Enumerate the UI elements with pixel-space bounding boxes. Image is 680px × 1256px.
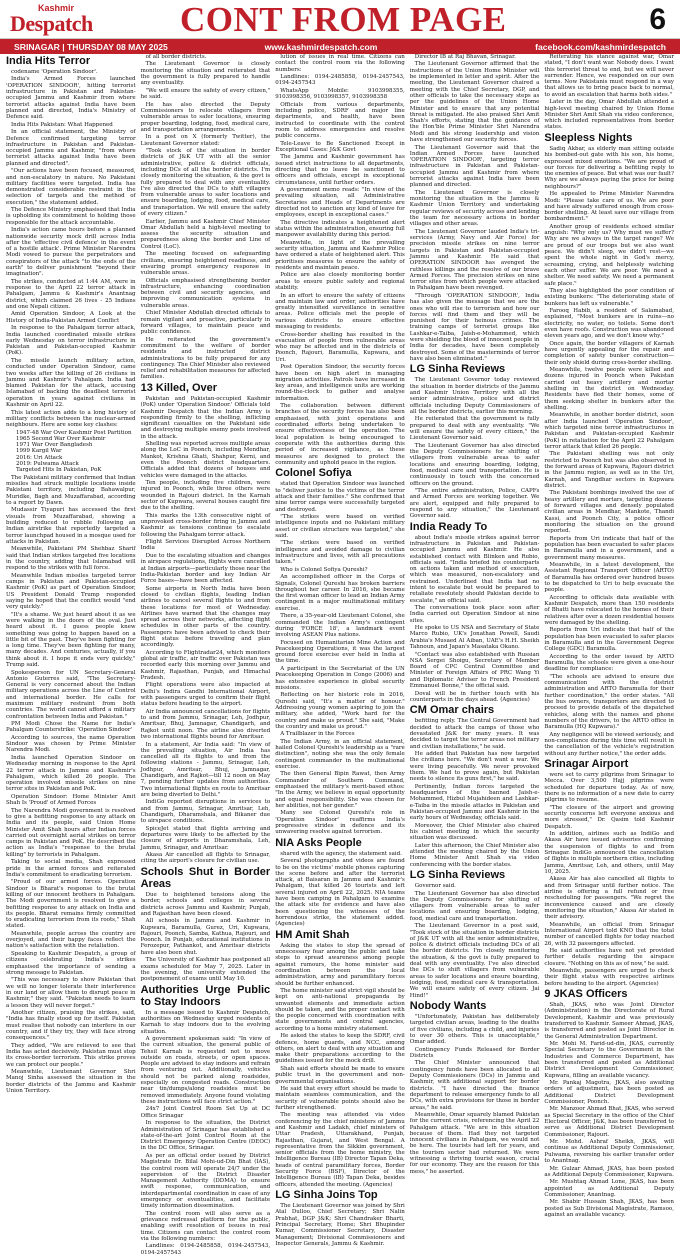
article-headline: India Hits Terror xyxy=(6,55,91,67)
article-paragraph: Spokesperson for UN Secretary-General Antonio Guterres said, "The Secretary-General is very concerned about the Indian military operations across the Line of Control and international border. He calls for maximum military restraint from both countries. The world cannot afford a military confrontation between India and Pakistan." xyxy=(6,669,136,720)
article-paragraph: India launched Operation Sindoor on Wednesday morning in response to the April 22 terror attack in Jammu and Kashmir's Pahalgam, which killed 26 people. The operation involved missile strikes on nine terror sites in Pakistan and PoK. xyxy=(6,754,136,793)
column-2 xyxy=(140,54,271,1256)
article-paragraph: Later this afternoon, the Chief Minister also attended the meeting chaired by the Union Home Minister Amit Shah via video conferencing with the border states. xyxy=(409,842,540,868)
article-paragraph: There, a 35-year-old Lieutenant Colonel, she commanded the Indian Army's contingent during 'FORCE 18', a landmark event involving ASEAN Plus nations. xyxy=(275,613,405,639)
article-headline: Nobody Wants xyxy=(409,999,487,1012)
article-headline: Colonel Sofiya xyxy=(275,467,352,480)
article-paragraph: He said that every effort should be made to maintain seamless communication, and the security of vulnerable points should also be further strengthened. xyxy=(275,1086,405,1111)
article-paragraph: He appealed to Prime Minister Narendra Modi: "Please take care of us. We are poor and have already suffered enough from cross-border shelling. At least save our village from bombardment." xyxy=(544,191,674,223)
article-paragraph: According to sources, the name Operation Sindoor was chosen by Prime Minister Narendra Modi. xyxy=(6,734,136,754)
article-headline: LG Sinha Reviews xyxy=(409,869,506,882)
article-headline: India Ready To xyxy=(409,520,488,533)
article-paragraph: Any negligence will be viewed seriously, and non-compliance during this time will result in the cancellation of the vehicle's registration without any further notice," the order adds. xyxy=(544,731,674,757)
article-paragraph: The control room will also serve as a grievance redressal platform for the public, enabling swift resolution of issues in real time. Citizens can contact the control room via the following numbers: xyxy=(140,1210,271,1242)
article-paragraph: In response to the Pahalgam terror attack, India launched coordinated missile strikes early Wednesday on terror infrastructure in Pakistan and Pakistan-occupied Kashmir (PoK). xyxy=(6,325,136,357)
article-paragraph: Flight operations were also impacted at Delhi's Indira Gandhi International Airport, with passengers urged to confirm their flight status before heading to the airport. xyxy=(140,682,271,708)
column-3 xyxy=(275,54,405,1247)
page-headline: CONT FROM PAGE xyxy=(180,0,507,39)
article-paragraph: The Pakistani shelling was not only restricted to Poonch but was also observed in the forward areas of Kupwara, Rajouri district in the Jammu region, as well as in the Uri, Karnah, and Tangdhar sectors in Kupwara district. xyxy=(544,451,674,489)
article-paragraph: Meanwhile, in a latest development, the Assistant Regional Transport Officer (ARTO) of Baramulla has ordered over hundred buses to be dispatched to Uri to help evacuate the people. xyxy=(544,562,674,594)
article-paragraph: Air India announced cancellations for flights to and from Jammu, Srinagar, Leh, Jodhpur, Amritsar, Bhuj, Jamnagar, Chandigarh, and Rajkot until noon. The airline also diverted two international flights bound for Amritsar. xyxy=(140,708,271,741)
article-paragraph: Mr. Shabir Hussain Shah, JKAS, has been posted as Sub Divisional Magistrate, Ramsoo, against an available vacancy. xyxy=(544,1199,674,1218)
article-paragraph: He spoke to US NSA and Secretary of State Marco Rubio, UK's Jonathan Powell, Saudi Arabia's Musaed Al Aiban, UAE's H.H. Sheikh Tahnoun, and Japan's Masataka Okano. xyxy=(409,625,540,651)
article-paragraph: Shelling was reported across multiple areas along the LoC in Poonch, including Mendhar, Mankot, Krishna Ghati, Shahpur, Kerni, and even the Poonch district headquarters. Officials added that dozens of houses and vehicles were damaged in the attacks. xyxy=(140,441,271,479)
article-paragraph: 24x7 Joint Control Room Set Up at DC Office Srinagar xyxy=(140,1106,271,1119)
article-paragraph: He reiterated that the government is fully prepared to deal with any eventuality. "We will ensure the safety of every citizen," the Lieutenant Governor said. xyxy=(409,416,540,442)
article-paragraph: The Lieutenant Governor is closely monitoring the situation in the Jammu & Kashmir Union Territory and undertaking regular reviews of security across and lending the team for necessary actions in border villages and other areas. xyxy=(409,189,540,228)
article-headline: Authorities Urge Public to Stay Indoors xyxy=(140,983,271,1008)
article-paragraph: "Unfortunately, Pakistan has deliberately targeted civilian areas, leading to the deaths of five civilians, including a child, and injuries to over 30 others. This is unacceptable," Omar added. xyxy=(409,1013,540,1046)
article-paragraph: According to the order issued by ARTO Baramulla, the schools were given a one-hour deadline for compliance: xyxy=(544,653,674,673)
newspaper-logo[interactable] xyxy=(8,2,100,38)
article-paragraph: Mr. Gulzar Ahmad, JKAS, has been posted as Additional Deputy Commissioner, Kupwara. xyxy=(544,1165,674,1178)
article-paragraph: Mr. Mohi M. Farid-ud-din, JKAS, currently Special Secretary to the Government in the Industries and Commerce Department, has been transferred and posted as Additional District Development Commissioner, Kupwara, filling an available vacancy. xyxy=(544,1041,674,1079)
column-1 xyxy=(6,54,136,1094)
article-paragraph: They added, "We are relieved to see that India has acted decisively. Pakistan must stop its cross-border terrorism. This strike proves we can protect our people." xyxy=(6,1042,136,1068)
article-paragraph: Mr. Pankaj Magotra, JKAS, also awaiting orders of adjustment, has been posted as Additional District Development Commissioner, Poonch. xyxy=(544,1080,674,1105)
article-paragraph: Director IB at Raj Bhavan, Srinagar. xyxy=(414,54,516,60)
article-paragraph: This marks the 13th consecutive night of unprovoked cross-border firing in Jammu and Kashmir as tensions continue to escalate following the Pahalgam terror attack. xyxy=(140,512,271,538)
article-paragraph: Meanwhile, passengers are urged to check their flight status with respective airlines before heading to the airport. (Agencies) xyxy=(544,968,674,987)
article-paragraph: Reflecting on her historic role in 2016, Qureshi said, "It's a matter of honour." Addressing young women aspiring to join the military, she added, "Work hard for the country and make us proud." She said, "Make the country and make us proud." xyxy=(275,692,405,730)
article-paragraph: According to Flightradar24, which monitors global air traffic, air traffic over Pakistan was recorded early this morning over Jammu and Kashmir, Rajasthan, Punjab, and Himachal Pradesh. xyxy=(140,649,271,681)
article-paragraph: Reports from Uri indicate that half of the population has been evacuated to safer places in Baramulla and in the Government Degree College (GDC) Baramulla. xyxy=(544,627,674,653)
article-paragraph: They also highlighted the poor condition of existing bunkers: "The deteriorating state of bunkers has left us vulnerable." xyxy=(544,288,674,307)
article-paragraph: Landlines: 0194-2485858, 0194-2457543, 0194-2457543 xyxy=(275,74,405,87)
article-paragraph: A participant in the Secretariat of the UN Peacekeeping Operation in Congo (2006) and has extensive experience in global security missions. xyxy=(275,665,405,691)
article-paragraph: WhatsApp Mobile: 9103998355, 9103998356, 9103998357, 9103998358 xyxy=(275,87,405,101)
article-paragraph: "The strikes were based on verified intelligence and avoided damage to civilian infrastructure and lives, with all precautions taken." xyxy=(275,540,405,566)
article-paragraph: The Lieutenant Governor affirmed that the instructions of the Union Home Minister will be implemented in letter and spirit. After the meeting, the Lieutenant Governor chaired a meeting with the Chief Secretary, DGP, and other officials to take the necessary steps as per the guidelines of the Union Home Minister and to ensure that any potential threat is mitigated. He also praised Shri Amit Shah's efforts, stating that the guidance of the Hon'ble Prime Minister Shri Narendra Modi and his strong leadership and vision have strengthened our security forces. xyxy=(409,61,540,144)
article-headline: Schools Shut in Border Areas xyxy=(140,865,271,890)
article-paragraph: He reiterated the government's commitment to the welfare of border residents and instructed district administrations to be fully prepared for any contingency. The Chief Minister also reviewed relief and rehabilitation measures for affected families. xyxy=(140,336,271,381)
article-paragraph: This latest action adds to a long history of military conflicts between the nuclear-armed neighbours. Here are some key clashes: xyxy=(6,409,136,429)
article-paragraph: The strikes, conducted at 1:44 AM, were in response to the April 22 terror attack in Pahalgam, Jammu & Kashmir's Anantnag district, which claimed 26 lives - 25 Indians and one Nepali citizen. xyxy=(6,278,136,310)
article-paragraph: Another citizen, praising the strikes, said, "India has finally stood up for itself. Pakistan must realise that nobody can interfere in our country, and if they try, they will face strong consequences." xyxy=(6,1010,136,1042)
article-paragraph: In a message issued to Kashmir Despatch, authorities on Wednesday urged residents of Karnah to stay indoors due to the evolving situation. xyxy=(140,1009,271,1035)
article-paragraph: Governor said. xyxy=(414,883,456,890)
article-paragraph: Post Operation Sindoor, the security forces have been on high alert in managing migration activities. Patrols have increased in key areas, and intelligence units are working round-the-clock to gather and analyse information. xyxy=(275,364,405,402)
article-paragraph: The Chief Minister announced that contingency funds have been allocated to all Deputy Commissioners (DCs) in Jammu and Kashmir, with additional support for border districts. "I have directed the finance department to release emergency funds to all DCs, with extra provisions for those in border areas," he said. xyxy=(409,1060,540,1111)
article-paragraph: India's Armed Forces launched 'OPERATION SINDOOR', hitting terrorist infrastructure in Pakistan and Pakistan-occupied Jammu and Kashmir from where terrorist attacks against India have been planned and directed, India's Ministry of Defence said. xyxy=(6,76,136,121)
article-paragraph: Meanwhile, in another border district, soon after India launched 'Operation Sindoor', which targeted nine terror infrastructures in Pakistan and Pakistan-occupied Kashmir (PoK) in retaliation for the April 22 Pahalgam terror attack that killed 26 people. xyxy=(544,412,674,450)
article-paragraph: stated that Operation Sindoor was launched to "deliver justice to the victims of the terror attack and their families." She confirmed that nine terror camps were successfully targeted and destroyed. xyxy=(275,481,405,513)
article-paragraph: Amid Operation Sindoor, A Look at the History of India-Pakistan Armed Conflict xyxy=(6,311,136,324)
article-paragraph: Several photographs and videos are found to be on the victims' mobile phones capturing the scene before and after the terrorist attack, at Baisaran in Jammu and Kashmir's Pahalgam, that killed 26 tourists and left several injured on April 22, 2025. NIA teams have been camping in Pahalgam to examine the attack site for evidence and have also been questioning the witnesses of the horrendous strike, the statement added. (Agencies) xyxy=(275,858,405,928)
article-paragraph: Meanwhile, Pakistani PM Shehbaz Sharif said that Indian strikes targeted five locations in the country, adding that Islamabad will respond to the strikes with full force. xyxy=(6,546,136,572)
article-paragraph: Meanwhile, in light of the prevailing security situation, Jammu and Kashmir Police have ordered a state of heightened alert. This prioritises measures to ensure the safety of residents and maintain peace. xyxy=(275,239,405,271)
article-paragraph: "The closure of the airport and growing security concerns left everyone anxious and more stressed," Dr. Qasim told Kashmir Despatch. xyxy=(544,804,674,830)
article-paragraph: about India's missile strikes against terror infrastructure in Pakistan and Pakistan-occupied Jammu and Kashmir. He also established contact with Blinken and Rubio, officials said. "India briefed his counterparts on actions taken and method of execution, which was measured, non-escalatory and restrained. Underlined that India had no intent to escalate but would be prepared to retaliate resolutely should Pakistan decide to escalate," an official said. xyxy=(409,534,540,604)
article-paragraph: shared with the agency, the statement said. xyxy=(280,850,402,857)
list-item: 2016: Uri Attack xyxy=(16,454,63,461)
article-paragraph: The Lieutenant Governor lauded India's tri-services (Army, Navy and Air Force) for precision missile strikes on nine terror targets in Pakistan and Pakistan-occupied Jammu and Kashmir. He said that OPERATION SINDOOR has avenged the ruthless killings and the resolve of our brave Armed Forces. The precision strikes on nine terror sites from which people were attacked in Pahalgam have been revenged. xyxy=(409,228,540,292)
article-paragraph: The Lieutenant Governor has also directed the Deputy Commissioners for shifting of villagers from vulnerable areas to safer locations and ensuring boarding, lodging, food, medical care and transportation. He is continuously in touch with the concerned officers on the ground. xyxy=(409,442,540,487)
website-link[interactable]: www.kashmirdespatch.com xyxy=(264,41,378,52)
article-paragraph: "We will ensure the safety of every citizen," he said. xyxy=(140,87,271,101)
article-paragraph: SpiceJet stated that flights arriving and departures were likely to be affected by the closure of airports in Dharamshala, Leh, Jammu, Srinagar, and Amritsar. xyxy=(140,825,271,851)
article-paragraph: "The schools are advised to ensure due communication with the district administration and ARTO Baramulla for their further coordination," the order states. "All the bus owners, transporters are directed to proceed to provide details of the dispatched vehicles, along with the names and phone numbers of the drivers, to the ARTO office in Baramulla (HQ Kupwara)." xyxy=(544,673,674,731)
article-paragraph: Reiterating his stance against war, Omar stated, "I don't want war. Nobody does. I want this terrorist threat to end, but we will never surrender. Hence, we responded on our own terms. Now Pakistanis must respond in a way that allows us to bring peace back to normal, to avoid an escalation that harms both sides." xyxy=(544,54,674,98)
article-paragraph: Police are also closely monitoring border areas to ensure public safety and regional stability. xyxy=(275,272,405,292)
article-paragraph: A government memo reads: "In view of the prevailing situation, all Administrative Secretaries and Heads of Departments are directed not to sanction any kind of leave for employees, except in exceptional cases." xyxy=(275,187,405,219)
article-paragraph: Who is Colonel Sofiya Qureshi? xyxy=(280,566,368,573)
article-paragraph: Some airports in North India have been closed to civilian flights, leading Indian airlines to cancel several flights to and from these locations for most of Wednesday. Airlines have warned that the changes may spread across their networks, affecting flight schedules in other parts of the country. Passengers have been advised to check their flight status before traveling and plan accordingly. xyxy=(140,585,271,649)
article-paragraph: The University of Kashmir has postponed all exams scheduled for May 7, 2025. Later in the evening, the university extended the postponement of exams until May 10. xyxy=(140,957,271,983)
article-columns xyxy=(6,54,674,1256)
article-paragraph: The Lieutenant Governor said that the Indian Armed Forces have launched 'OPERATION SINDOOR', targeting terror infrastructure in Pakistan and Pakistan-occupied Jammu and Kashmir from where terrorist attacks against India have been planned and directed. xyxy=(409,144,540,189)
article-paragraph: codename 'Operation Sindoor'. xyxy=(11,69,98,75)
article-paragraph: A Trailblazer in the Forces xyxy=(280,731,355,738)
article-paragraph: befitting reply. The Central Government had decided to attack the camps of those who devastated J&K for many years. It was decided to target the terror areas not military and civilian installations," he said. xyxy=(409,718,540,750)
logo-main-text: Despatch xyxy=(10,11,93,36)
article-paragraph: Akasa Air has also cancelled all flights to and from Srinagar until further notice. The airline is offering a full refund or free rescheduling for passengers. "We regret the inconvenience caused and are closely monitoring the situation," Akasa Air stated in their advisory. xyxy=(544,876,674,921)
article-paragraph: The Lieutenant Governor is closely monitoring the situation and reiterated that the government is fully prepared to handle any eventuality. xyxy=(140,61,271,87)
article-paragraph: Once again, the border villagers of Karnah have urgently appealing for the repair and completion of safety bunker construction—their only shield during cross-border shelling. xyxy=(544,340,674,366)
article-headline: 9 JKAS Officers xyxy=(544,988,628,1001)
article-paragraph: The directive indicates a heightened alert status within the administration, ensuring full manpower availability during this period. xyxy=(275,219,405,239)
article-paragraph: He added that Pakistan has now targeted the civilians here. "We don't want a war. We were living peacefully. We never provoked them. We had to prove again, but Pakistan needs to silence its guns first," he said. xyxy=(409,750,540,783)
article-headline: HM Amit Shah xyxy=(275,928,350,941)
list-item: 1947-48 War Over Kashmir Post Partition xyxy=(16,429,132,436)
article-paragraph: Contingency Funds Released for Border Districts xyxy=(409,1046,540,1059)
article-paragraph: The Lieutenant Governor today reviewed the situation in border districts of the Jammu and Kashmir Union Territory with all the senior administrative, police and district officials including Deputy Commissioners of all the border districts, earlier this morning. xyxy=(409,377,540,415)
article-paragraph: Meanwhile, an official from Srinagar International Airport told KNO that the total number of cancelled flights for today reached 26, with 32 passengers affected. xyxy=(544,921,674,947)
article-paragraph: Doval will be in further touch with his counterparts in the days ahead. (Agencies) xyxy=(409,690,540,703)
info-strip xyxy=(0,39,680,54)
article-paragraph: Many see Colonel Qureshi's role in 'Operation Sindoor' reaffirms India's progressive strides in defence and its unwavering resolve against terrorism. xyxy=(275,810,405,836)
article-headline: 13 Killed, Over xyxy=(140,381,218,394)
article-paragraph: Meanwhile, Lieutenant Governor Shri Manoj Sinha assessed the situation in the border districts of the Jammu and Kashmir Union Territory. xyxy=(6,1069,136,1094)
article-paragraph: Due to heightened tensions along the border, schools and colleges in several districts across Jammu and Kashmir, Punjab, and Rajasthan have been closed. xyxy=(140,891,271,917)
masthead xyxy=(0,0,680,39)
article-paragraph: Pertinently, Indian forces targeted the headquarters of the banned Jaish-e-Mohammed, Hizbul Mujahideen and Lashkar-e-Taiba in the missile attacks in Pakistan and Pakistan-occupied Jammu and Kashmir in the early hours of Wednesday, officials said. xyxy=(409,783,540,822)
article-paragraph: India's action came hours before a planned nationwide security mock drill across India after the 'effective civil defence' in the event of a hostile attack'. Prime Minister Narendra Modi vowed to pursue the perpetrators and conspirators of the attack "to the ends of the earth" to deliver punishment "beyond their imagination". xyxy=(6,227,136,278)
list-item: 1971 War Over Bangladesh xyxy=(16,442,93,449)
article-paragraph: An accomplished officer in the Corps of Signals, Colonel Qureshi has broken barriers throughout her career. In 2016, she became the first woman officer to lead an Indian Army contingent in a major multinational military exercise. xyxy=(275,574,405,612)
article-paragraph: "Proud of our armed forces. Operation Sindoor is Bharat's response to the brutal killing of our innocent brothers in Pahalgam. The Modi government is resolved to give a befitting response to any attack on India and its people. Bharat remains firmly committed to eradicating terrorism from its roots," Shah stated. xyxy=(6,879,136,930)
article-paragraph: Mr. Mushtaq Ahmad Lone, JKAS, has been appointed as Additional Deputy Commissioner, Anantnag. xyxy=(544,1179,674,1198)
article-paragraph: Officials emphasised strengthening border infrastructure, enhancing coordination between civil and security agencies, and improving communication systems in vulnerable areas. xyxy=(140,277,271,309)
article-paragraph: The Narendra Modi government is resolved to give a befitting response to any attack on India and its people, said Union Home Minister Amit Shah hours after Indian forces carried out overnight aerial strikes on terror camps in Pakistan and PoK. He described the action as India's "response to the brutal killing" by terrorists in Pahalgam. xyxy=(6,807,136,858)
article-paragraph: The Lieutenant Governor has also directed the Deputy Commissioners for shifting of villagers from vulnerable areas to safer locations and ensuring boarding, lodging, food, medical care and transportation. xyxy=(409,890,540,922)
article-paragraph: In response to the situation, the District Administration of Srinagar has established a state-of-the-art Joint Control Room at the District Emergency Operation Centre (DEOC) in the DC Office, Srinagar. xyxy=(140,1120,271,1152)
article-paragraph: In a post on X (formerly Twitter), the Lieutenant Governor stated: xyxy=(140,134,271,147)
article-paragraph: Mudassir Tiyapuri has accessed the first visuals from Muzaffarabad, showing a building reduced to rubble following an Indian airstrike that reportedly targeted a terror launchpad housed in a mosque used for attacks in Pakistan. xyxy=(6,507,136,545)
column-5 xyxy=(544,54,674,1218)
article-paragraph: IndiGo reported disruptions in services to and from Jammu, Srinagar, Amritsar, Leh, Chandigarh, Dharamshala, and Bikaner due to airspace conditions. xyxy=(140,799,271,825)
article-paragraph: The conversations took place soon after India carried out Operation Sindoor at nine sites. xyxy=(409,605,540,624)
article-paragraph: The Indian Army, in an official statement, hailed Colonel Qureshi's leadership as a "rare distinction", noting she was the only female contingent commander in the multinational exercise. xyxy=(275,738,405,770)
article-paragraph: Speaking to Kashmir Despatch, a group of citizens celebrating India's strikes emphasised the importance of sending a strong message to Pakistan. xyxy=(6,950,136,976)
article-paragraph: "This was necessary to show Pakistan that we will no longer tolerate their interference in our land or allow them to disrupt peace in Kashmir," they said. "Pakistan needs to learn a lesson they will never forget." xyxy=(6,977,136,1009)
article-headline: Sleepless Nights xyxy=(544,131,633,144)
page-number: 6 xyxy=(649,3,666,36)
article-paragraph: "Through 'OPERATION SINDOOR', India has also given the message that we are the ones who will rise to terrorism and how our forces will find them and they will be punished for their heinous crimes. The training camps of terrorist groups like Lashkar-e-Taiba, Jaish-e-Mohammed, which were shielding the blood of innocent people in India for decades, have been completely destroyed. Some of the masterminds of terror have also been eliminated." xyxy=(409,292,540,362)
article-paragraph: The Pakistani military confirmed that Indian missiles had struck multiple locations inside Pakistani territory, including Bahawalpur, Muridke, Bagh and Muzaffarabad, according to a report by Dawn. xyxy=(6,474,136,506)
article-paragraph: Meanwhile, people across the country are overjoyed, and their happy faces reflect the nation's satisfaction with the retaliation. xyxy=(6,930,136,950)
article-paragraph: "The strikes were based on verified intelligence inputs and no Pakistani military asset or civilian structure was targeted," she said. xyxy=(275,514,405,539)
article-paragraph: The collaboration between different branches of the security forces has also been emphasised, with joint operations and coordinated efforts being undertaken to ensure effectiveness of the operation. The local population is being encouraged to cooperate with the authorities during this period of increased vigilance, as these measures are designed to protect the community and uphold peace in the region. xyxy=(275,403,405,466)
article-paragraph: Earlier, Jammu and Kashmir Chief Minister Omar Abdullah held a high-level meeting to assess the security situation and preparedness along the border and Line of Control (LoC). xyxy=(140,218,271,250)
article-paragraph: "It's a shame. We just heard about it as we were walking in the doors of the oval. Just heard about it. I guess people knew something was going to happen based on a little bit of the past. They've been fighting for a long time. They've been fighting for many, many decades. And centuries, actually, if you think about it. I hope it ends very quickly," Trump said. xyxy=(6,611,136,669)
article-paragraph: He has also directed the Deputy Commissioners to relocate villagers from vulnerable areas to safer locations, ensuring proper boarding, lodging, food, medical care, and transportation arrangements. xyxy=(140,101,271,133)
article-paragraph: The then General Bipin Rawat, then Army Commander of Southern Command, emphasised the military's merit-based ethos: "In the Army, we believe in equal opportunity and equal responsibility. She was chosen for her abilities, not her gender." xyxy=(275,771,405,809)
article-paragraph: He said authorities have not yet provided further details regarding the airspace closure. "Nothing on this as of now," he said. xyxy=(544,947,674,967)
article-paragraph: The Pakistani bombings involved the use of heavy artillery and mortars, targeting dozens of forward villages and densely populated civilian areas in Mendhar, Mankote, Thandi Kassi, and Poonch City, a police officer monitoring the situation on the ground reported. xyxy=(544,490,674,535)
article-paragraph: Meanwhile Indian missiles targeted terror camps in Pakistan and Pakistan-occupied Kashmir (PoK) as part of Operation Sindoor, US President Donald Trump responded saying he hoped that the conflict would "end very quickly." xyxy=(6,572,136,611)
article-headline: LG Sinha Reviews xyxy=(409,363,506,376)
article-paragraph: Sadiq Akbar, as elderly man sitting outside his bombed-out gate with his son, his home, expressed mixed emotions. "We are proud of our forces for delivering a befitting reply to the enemies of peace. But what was our fault? Why are we always paying the price for being neighbours?" xyxy=(544,145,674,190)
article-paragraph: The missile launch military action, conducted under Operation Sindoor, came two weeks after the killing of 26 civilians in Jammu and Kashmir's Pahalgam. India had blamed Pakistan for the attack, accusing Islamabad of backing the deadliest terrorist operation in years against civilians in Kashmir on April 22. xyxy=(6,357,136,409)
list-item: 1999 Kargil War xyxy=(16,448,62,455)
article-paragraph: According to officials data available with Kashmir Despatch, more than 150 residents of Bhatti have relocated to the homes of their relatives after over a dozen residential houses were damaged by the shelling. xyxy=(544,594,674,626)
article-paragraph: Moreover, the Chief Minister also chaired his cabinet meeting in which the security situation was discussed. xyxy=(409,822,540,842)
article-paragraph: Ten people, including five children, were injured in Poonch, while three others were wounded in Rajouri district. In the Karnah sector of Kupwara, several houses caught fire due to the shelling. xyxy=(140,480,271,512)
article-paragraph: Meanwhile, Omar squarely blamed Pakistan for the current crisis, referencing the April 22 Pahalgam attack. "We are in this situation because of them. Had they not targeted innocent civilians in Pahalgam, we would not be here. The tourists had left for years, and the tourism sector had returned. We were witnessing a thriving tourist season, crucial for our economy. They are the reason for this mess," he asserted. xyxy=(409,1112,540,1175)
article-paragraph: Pakistan and Pakistan-occupied Kashmir (PoK) under 'Operation Sindoor.' Officials told Kashmir Despatch that the Indian Army is responding firmly to the shelling, inflicting significant casualties on the Pakistani side and destroying multiple enemy posts involved in the attack. xyxy=(140,395,271,440)
article-paragraph: "The entire administration, Police, CAPFs and Armed Forces are working together. We are alert, equipped and fully prepared to respond to any situation," the Lieutenant Governor said. xyxy=(409,487,540,520)
article-paragraph: Landlines: 0194-2485858, 0194-2457543, 0194-2457543 xyxy=(140,1243,271,1256)
article-paragraph: The meeting focused on safeguarding civilians, ensuring heightened readiness, and ensuring prompt emergency response in vulnerable areas. xyxy=(140,251,271,277)
article-paragraph: Flight Services Disrupted Across Northern India xyxy=(140,539,271,552)
logo-small-text: Kashmir xyxy=(38,3,75,13)
article-paragraph: In a statement, Air India said: "In view of the prevailing situation, Air India has cancelled all its flights to and from the following stations - Jammu, Srinagar, Leh, Jodhpur, Amritsar, Bhuj, Jamnagar, Chandigarh, and Rajkot—till 12 noon on May 7, pending further updates from authorities. Two international flights en route to Amritsar are being diverted to Delhi." xyxy=(140,741,271,798)
article-paragraph: In addition, airlines such as IndiGo and Akasa Air have issued advisories confirming the suspension of flights to and from Srinagar. IndiGo announced the cancellation of flights in multiple northern cities, including Jammu, Amritsar, Leh, and others, until May 10, 2025. xyxy=(544,831,674,875)
article-paragraph: Mr. Mohd. Ashraf Sheikh, JKAS, will continue as Additional Deputy Commissioner, Pulwama, reversing his earlier transfer order to Anantnag. xyxy=(544,1139,674,1165)
article-paragraph: Taking to social media, Shah expressed pride in the armed forces and reiterated India's commitment to eradicating terrorism. xyxy=(6,859,136,878)
article-headline: NIA Asks People xyxy=(275,836,362,849)
list-item: 1965 Second War Over Kashmir xyxy=(16,435,106,442)
article-paragraph: All schools in Jammu and Kashmir in Kupwara, Baramulla, Gurez, Uri, Kupwara, Rajouri, Poonch, Samba, Kathua, Rajouri, and Poonch. In Punjab, educational institutions in Ferozepur, Pathankot, and Amritsar districts have also been shut. xyxy=(140,918,271,956)
article-paragraph: of all border districts. xyxy=(145,54,207,60)
article-paragraph: PM Modi Chose the Name for India's Pahalgam Counterstrike: 'Operation Sindoor' xyxy=(6,721,136,734)
article-headline: Srinagar Airport xyxy=(544,758,629,771)
article-list xyxy=(6,430,136,474)
article-paragraph: "Took stock of the situation in border districts of J&K UT with all the senior administrative, police & district officials, including DCs of all the border districts. I'm closely monitoring the situation, & the govt is fully prepared to deal with any eventuality. I've also directed the DCs to shift villagers from vulnerable areas to safer locations and ensure boarding, lodging, food, medical care, and transportation. We will ensure the safety of every citizen." xyxy=(140,148,271,218)
article-paragraph: The Lieutenant Governor in a post said, "Took stock of the situation in border districts of J&K UT with all the senior administrative, police & district officials including DCs of all the border districts. I'm closely monitoring the situation, & the govt is fully prepared to deal with any eventuality. I've also directed the DCs to shift villagers from vulnerable areas to safer locations and ensure boarding, lodging, food, medical care & transportation. We will ensure safety of every citizen. Jai Hind!" xyxy=(409,923,540,999)
article-paragraph: Another group of residents echoed similar anguish: "Why only us? Why must we suffer? Why are we always in the target range? We are proud of our troops but we also want peace. We didn't sleep, we didn't rest—we spent the whole night in God's mercy, screaming, crying, and helplessly watching each other suffer. We are poor. We need a shelter. We need safety. We need a permanent safe place." xyxy=(544,223,674,287)
article-paragraph: The home minister said strict vigil should be kept on anti-national propaganda by unwanted elements and immediate action should be taken, and the proper contact with the people concerned with coordination with state governments and central agencies, according to a home ministry statement. xyxy=(275,988,405,1032)
article-paragraph: Reports from Uri indicate that half of the population has been evacuated to safer places in Baramulla and in a government, and a government many measures. xyxy=(544,535,674,561)
article-paragraph: were set to carry pilgrims from Srinagar to Mecca. Over 3,500 Hajj pilgrims were scheduled for departure today. As of now, there is no information of a new date to carry pilgrims to resume. xyxy=(544,772,674,804)
article-paragraph: Meanwhile, twelve people were killed and dozens injured in Poonch when Pakistan carried out heavy artillery and mortar shelling in the district on Wednesday. Residents have fled their homes, some of them seeking shelter in bunkers after the shelling. xyxy=(544,367,674,411)
article-paragraph: Cross-border shelling has resulted in the evacuation of people from vulnerable areas who may be affected and in the districts of Poonch, Rajouri, Baramulla, Kupwara, and Uri. xyxy=(275,331,405,363)
article-paragraph: Asking the states to stop the spread of unnecessary fear among the public and take steps to spread awareness among people against rumours, the home minister said coordination between the local administration, army and paramilitary forces should be further enhanced. xyxy=(275,942,405,987)
list-item: Targeted Hits In Pakistan, PoK xyxy=(16,467,102,474)
article-paragraph: "Contact was also established with Russian NSA Sergei Shoigu, Secretary of Member Board of CPC Central Committee and Minister of Foreign Affairs of PRC Wang Yi and Diplomatic Adviser to French President Emmanuel Bonne," the official said. xyxy=(409,651,540,690)
article-paragraph: Farooq Habib, a resident of Salamabad, explained, "Most bunkers are in ruins—no electricity, no water, no toilets. Some don't even have roofs. Construction was abandoned eleven years ago, and we don't know why." xyxy=(544,308,674,340)
article-paragraph: Mr. Manzoor Ahmad Bhat, JKAS, who served as Special Secretary in the office of the Chief Electoral Officer, J&K, has been transferred to serve as Additional District Development Commissioner, Rajouri. xyxy=(544,1106,674,1138)
article-paragraph: Due to the escalating situation and changes in airspace regulations, flights were cancelled at Indian airports—particularly those near the India-Pakistan border and key Indian Air Force bases—have been affected. xyxy=(140,552,271,585)
article-headline: CM Omar chairs xyxy=(409,704,495,717)
article-paragraph: Operation Sindoor: Home Minister Amit Shah Is 'Proud' of Armed Forces xyxy=(6,793,136,807)
article-paragraph: lution of issues in real time. Citizens can contact the control room via the following numbers: xyxy=(275,54,405,73)
article-paragraph: The Lieutenant Governor was joined by Shri Atal Dulloo, Chief Secretary; Shri Nalin Prabhat, DGP J&K; Shri Chandraker Bharti, Principal Secretary, Home; Shri Bhupinder Kumar, Commissioner Secretary, Disaster Management; Divisional Commissioners and Inspector Generals, Jammu & Kashmir. xyxy=(275,1203,405,1247)
article-paragraph: "Our actions have been focused, measured, and non-escalatory in nature. No Pakistani military facilities were targeted. India has demonstrated considerable restraint in the selection of targets and the method of execution," the statement added. xyxy=(6,168,136,206)
article-headline: LG Sinha Joins Top xyxy=(275,1189,378,1202)
article-paragraph: As per an official order issued by District Magistrate Dr. Bilal Mohi-ud-Din Bhat (IAS), the control room will operate 24/7 under the supervision of the District Disaster Management Authority (DDMA) to ensure swift response, communication, and interdepartmental coordination in case of any emergency or eventualities, and facilitate timely information dissemination. xyxy=(140,1152,271,1210)
column-4 xyxy=(409,54,540,1175)
dateline: SRINAGAR | THURSDAY 08 MAY 2025 xyxy=(14,41,168,52)
article-paragraph: Focused on Humanitarian Mine Action and Peacekeeping Operations, it was the largest ground force exercise ever held in India at the time. xyxy=(275,639,405,665)
article-paragraph: Shah, JKAS, who was Joint Director (Administration) in the Directorate of Rural Development, Kashmir and was previously transferred to Kashmir. Sameer Ahmad, JKAS, is transferred and posted as Joint Director in the General Administration Department. xyxy=(544,1002,674,1040)
facebook-link[interactable]: facebook.com/kashmirdespatch xyxy=(535,41,666,52)
article-paragraph: Akasa Air cancelled all flights to Srinagar, citing the airport's closure for civilian use. xyxy=(140,852,271,865)
article-paragraph: The Jammu and Kashmir government has issued strict instructions to all departments, directing that no leave be sanctioned to officers and officials, except in exceptional circumstances, until further orders. xyxy=(275,154,405,186)
article-paragraph: In an effort to ensure the safety of citizens and maintain law and order, authorities have greatly intensified surveillance in sensitive areas. Police officials met the people of various districts to ensure effective messaging to residents. xyxy=(275,292,405,331)
article-paragraph: Shah said efforts should be made to ensure public trust in the government and non-governmental organisations. xyxy=(275,1065,405,1085)
article-paragraph: He asked the states to keep the SDRF, civil defence, home guards, and NCC, among others, on alert to deal with any situation and make their preparations according to the guidelines issued for the mock drill. xyxy=(275,1033,405,1065)
article-paragraph: Tele-Leave to Be Sanctioned Except in Exceptional Cases: J&K Govt xyxy=(275,140,405,153)
article-paragraph: The Defence Ministry emphasised that India is upholding its commitment to holding those responsible for the attack accountable. xyxy=(6,207,136,226)
article-paragraph: Officials from various departments, including police, SDRF and major line departments, and health, have been instructed to coordinate with the control room to address emergencies and resolve public concerns. xyxy=(275,101,405,140)
article-paragraph: The meeting was attended via video conferencing by the chief ministers of Jammu and Kashmir and Ladakh, chief ministers of Uttar Pradesh, Uttarakhand, Punjab, Rajasthan, Gujarat, and West Bengal. A representative from the Sikkim government, senior officials from the home ministry, the Intelligence Bureau (IB) Director Tapan Deka, heads of central paramilitary forces, Border Security Force (BSF), Director of the Intelligence Bureau (IB) Tapan Deka, besides officers, attended the meeting. (Agencies) xyxy=(275,1112,405,1188)
list-item: 2019: Pulwama Attack xyxy=(16,461,79,468)
article-paragraph: Later in the day, Omar Abdullah attended a high-level meeting chaired by Union Home Minister Shri Amit Shah via video conference, which included representatives from border states. xyxy=(544,99,674,131)
article-paragraph: India Hits Pakistan: What Happened xyxy=(11,121,113,128)
article-paragraph: Chief Minister Abdullah directed officials to remain vigilant and proactive, particularly in forward villages, to maintain peace and public confidence. xyxy=(140,310,271,336)
article-paragraph: In an official statement, the Ministry of Defence confirmed targeting terror infrastructure in Pakistan and Pakistan-occupied Jammu and Kashmir, "from where terrorist attacks against India have been planned and directed". xyxy=(6,129,136,167)
article-paragraph: A government spokesman said: "In view of the current situation, the general public of Tehsil Karnah is requested not to move outside on roads, streets, or open spaces. People are advised to stay indoors and refrain from venturing out. Additionally, vehicles should not be parked along roadsides, especially on congested roads. Construction near tin/dumps/along roadsides must be removed immediately. Anyone found violating these instructions will face strict action." xyxy=(140,1036,271,1105)
